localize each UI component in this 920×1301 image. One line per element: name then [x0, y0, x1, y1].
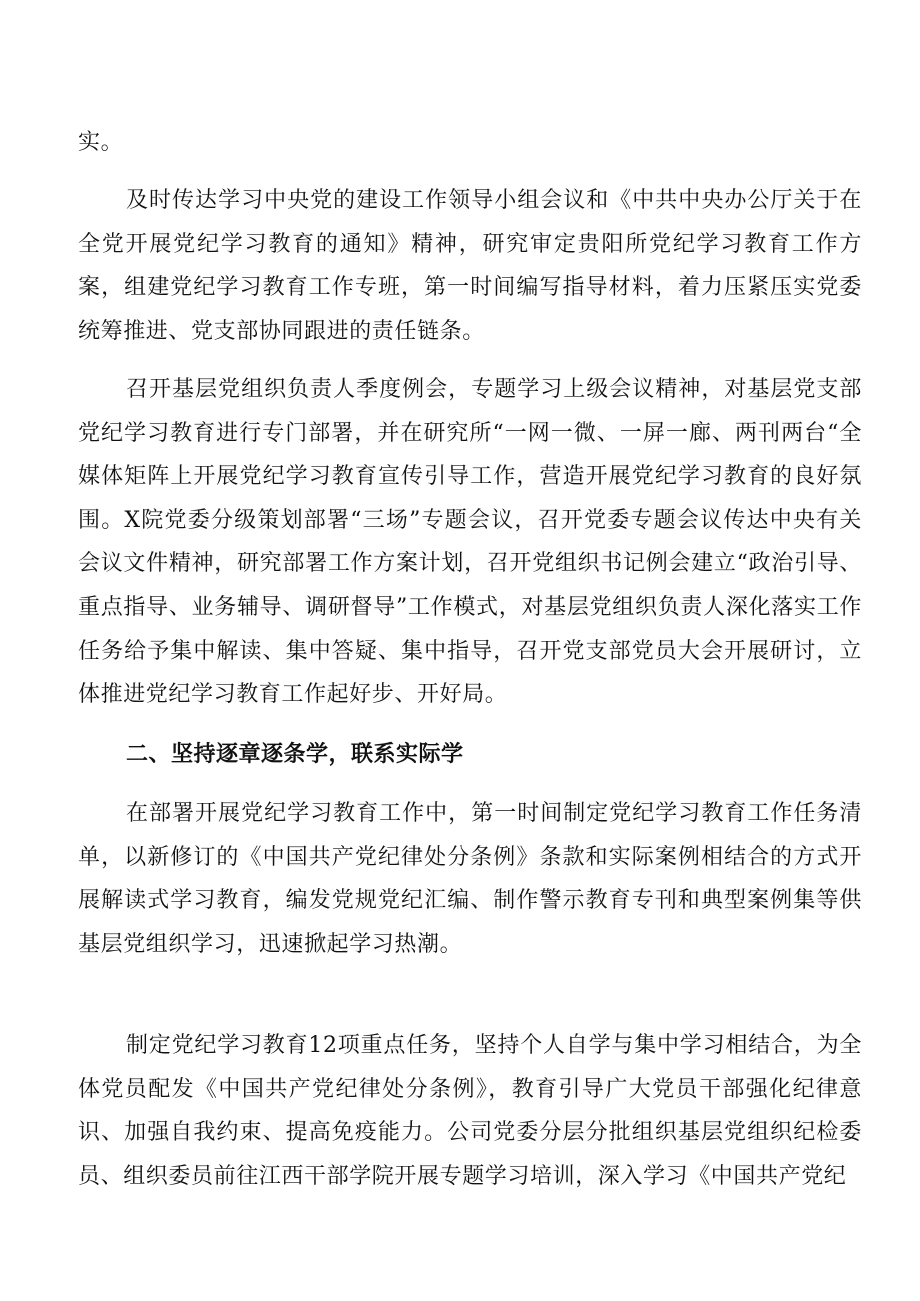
paragraph-task-list: 在部署开展党纪学习教育工作中，第一时间制定党纪学习教育工作任务清单，以新修订的《中国共产党纪律处分条例》条款和实际案例相结合的方式开展解读式学习教育，编发党规党纪汇编、制作警示教育专刊和典型案例集等供基层党组织学习，迅速掀起学习热潮。 [78, 801, 862, 957]
paragraph-key-tasks: 制定党纪学习教育12项重点任务，坚持个人自学与集中学习相结合，为全体党员配发《中国共产党纪律处分条例》，教育引导广大党员干部强化纪律意识、加强自我约束、提高免疫能力。公司党委分层分批组织基层党组织纪检委员、组织委员前往江西干部学院开展专题学习培训，深入学习《中国共产党纪 [78, 1033, 862, 1189]
section-heading: 二、坚持逐章逐条学，联系实际学 [126, 742, 464, 767]
paragraph-continuation: 实。 [78, 130, 124, 155]
paragraph-convey-spirit: 及时传达学习中央党的建设工作领导小组会议和《中共中央办公厅关于在全党开展党纪学习教育的通知》精神，研究审定贵阳所党纪学习教育工作方案，组建党纪学习教育工作专班，第一时间编写指导材料，着力压紧压实党委统筹推进、党支部协同跟进的责任链条。 [78, 188, 862, 344]
paragraph-quarterly-meeting: 召开基层党组织负责人季度例会，专题学习上级会议精神，对基层党支部党纪学习教育进行专门部署，并在研究所“一网一微、一屏一廊、两刊两台“全媒体矩阵上开展党纪学习教育宣传引导工作，营造开展党纪学习教育的良好氛围。X院党委分级策划部署“三场”专题会议，召开党委专题会议传达中央有关会议文件精神，研究部署工作方案计划，召开党组织书记例会建立“政治引导、重点指导、业务辅导、调研督导”工作模式，对基层党组织负责人深化落实工作任务给予集中解读、集中答疑、集中指导，召开党支部党员大会开展研讨，立体推进党纪学习教育工作起好步、开好局。 [78, 377, 862, 708]
